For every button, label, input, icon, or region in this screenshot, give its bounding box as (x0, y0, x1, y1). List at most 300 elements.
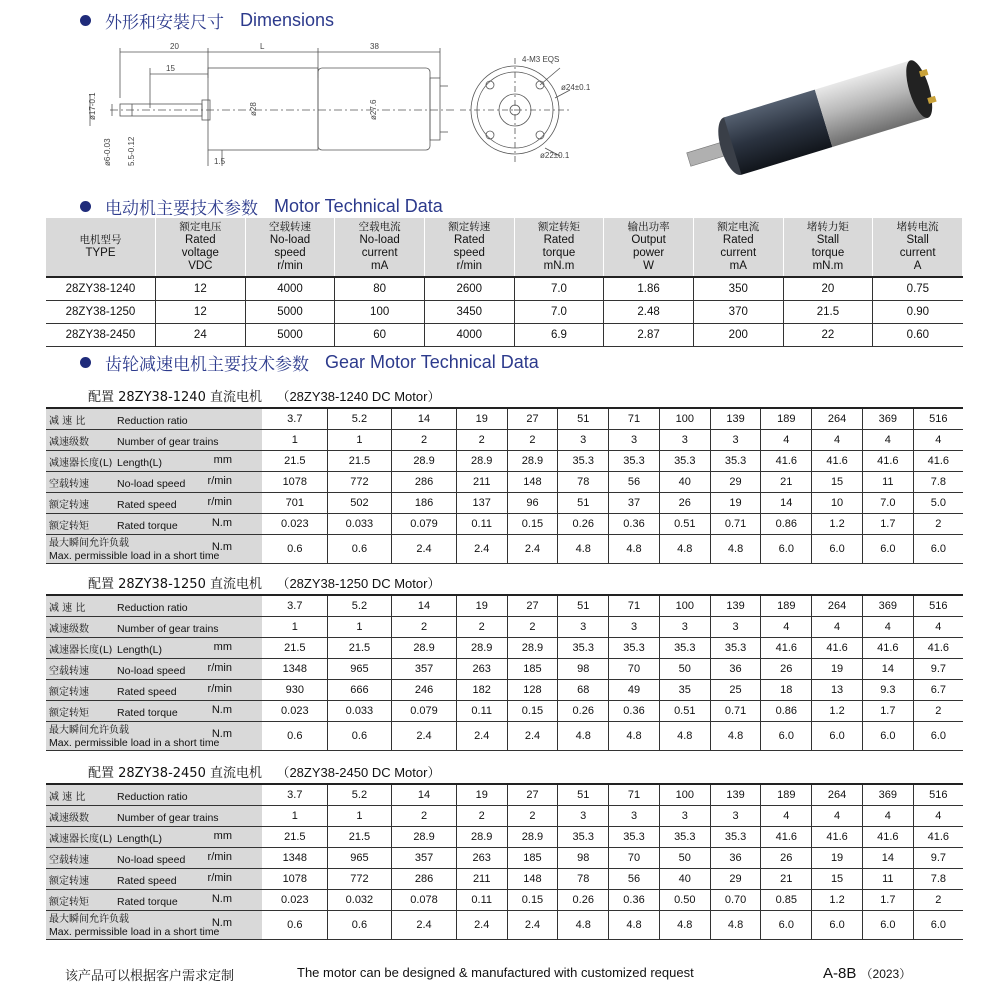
table-cell: 51 (558, 493, 609, 514)
table-cell: 286 (392, 472, 457, 493)
table-cell: 0.6 (263, 535, 328, 564)
table-cell: 2.4 (507, 722, 558, 751)
table-cell: 14 (862, 659, 913, 680)
table-cell: 35.3 (659, 638, 710, 659)
table-cell: 21 (761, 869, 812, 890)
table-cell: 41.6 (812, 451, 863, 472)
table-cell: 2 (507, 617, 558, 638)
row-label-en: Length(L) (117, 832, 162, 845)
table-cell: 2.4 (507, 911, 558, 940)
row-label-unit: r/min (207, 872, 232, 884)
table-cell: 19 (456, 595, 507, 617)
table-row (46, 301, 963, 324)
table-cell: 100 (335, 301, 425, 324)
table-cell: 369 (862, 408, 913, 430)
table-cell: 36 (710, 848, 761, 869)
dim-38: 38 (370, 42, 379, 51)
motor-type-cell: 28ZY38-1240 (46, 277, 156, 301)
gear-table-1250 (46, 594, 963, 751)
table-cell: 128 (507, 680, 558, 701)
table-cell: 11 (862, 472, 913, 493)
table-cell: 6.0 (812, 535, 863, 564)
row-label-zh: 最大瞬间允许负载 (49, 724, 129, 736)
table-cell: 1 (327, 430, 392, 451)
table-row (46, 514, 963, 535)
table-cell: 98 (558, 659, 609, 680)
table-cell: 1348 (263, 848, 328, 869)
table-cell: 41.6 (761, 827, 812, 848)
row-label (46, 806, 263, 827)
table-cell: 26 (761, 848, 812, 869)
table-cell: 0.70 (710, 890, 761, 911)
table-cell: 100 (659, 595, 710, 617)
table-row (46, 472, 963, 493)
row-label-zh: 最大瞬间允许负载 (49, 537, 129, 549)
table-cell: 0.033 (327, 701, 392, 722)
row-label-unit: r/min (207, 496, 232, 508)
table-cell: 357 (392, 659, 457, 680)
table-cell: 0.26 (558, 890, 609, 911)
table-cell: 4 (812, 430, 863, 451)
table-cell: 286 (392, 869, 457, 890)
dim-L: L (260, 42, 265, 51)
table-cell: 0.71 (710, 514, 761, 535)
table-cell: 2.87 (604, 324, 694, 347)
row-label-en: Number of gear trains (117, 435, 219, 448)
row-label-unit: N.m (211, 728, 232, 740)
table-cell: 4.8 (710, 535, 761, 564)
gear-table-2450 (46, 783, 963, 940)
table-cell: 2.4 (392, 911, 457, 940)
bullet-icon (80, 15, 91, 26)
table-cell: 21.5 (263, 638, 328, 659)
section-title-zh: 外形和安裝尺寸 (105, 12, 224, 33)
table-cell: 2 (507, 430, 558, 451)
table-cell: 6.0 (862, 911, 913, 940)
table-cell: 701 (263, 493, 328, 514)
row-label-zh: 空载转速 (49, 854, 89, 866)
dim-phi6: ø6-0.03 (103, 138, 112, 166)
row-label (46, 408, 263, 430)
table-cell: 1.7 (862, 701, 913, 722)
table-cell: 4.8 (659, 911, 710, 940)
table-cell: 28.9 (456, 638, 507, 659)
table-cell: 516 (913, 784, 963, 806)
row-label-en: Reduction ratio (117, 601, 188, 614)
table-cell: 20 (783, 277, 873, 301)
table-cell: 0.60 (873, 324, 963, 347)
row-label-en: Rated speed (117, 498, 177, 511)
table-cell: 27 (507, 595, 558, 617)
dim-phi27-6: ø27.6 (369, 99, 378, 120)
table-row (46, 722, 963, 751)
table-cell: 0.6 (327, 911, 392, 940)
table-cell: 2 (913, 514, 963, 535)
table-cell: 182 (456, 680, 507, 701)
table-cell: 263 (456, 848, 507, 869)
table-cell: 4.8 (659, 722, 710, 751)
table-row (46, 701, 963, 722)
table-cell: 2 (507, 806, 558, 827)
header-rated-current: 额定电流 Rated current mA (693, 218, 783, 277)
header-rated-speed: 额定转速 Rated speed r/min (424, 218, 514, 277)
table-cell: 7.0 (514, 301, 604, 324)
table-cell: 2 (456, 617, 507, 638)
table-cell: 19 (710, 493, 761, 514)
table-cell: 4.8 (558, 722, 609, 751)
row-label-unit: r/min (207, 662, 232, 674)
table-cell: 0.079 (392, 514, 457, 535)
row-label-zh: 减速器长度(L) (49, 833, 113, 845)
table-cell: 357 (392, 848, 457, 869)
motor-table-header (46, 218, 963, 277)
table-cell: 7.8 (913, 869, 963, 890)
dimension-drawings (0, 38, 1000, 188)
table-cell: 21.5 (783, 301, 873, 324)
table-cell: 369 (862, 784, 913, 806)
bullet-icon (80, 201, 91, 212)
table-cell: 41.6 (913, 638, 963, 659)
row-label-en: No-load speed (117, 853, 186, 866)
table-cell: 21.5 (327, 827, 392, 848)
table-cell: 19 (456, 784, 507, 806)
table-cell: 0.6 (327, 535, 392, 564)
table-cell: 3 (710, 617, 761, 638)
table-cell: 36 (710, 659, 761, 680)
table-cell: 35 (659, 680, 710, 701)
table-cell: 0.26 (558, 701, 609, 722)
table-cell: 3 (609, 617, 660, 638)
table-cell: 4 (913, 617, 963, 638)
section-dimensions-heading (80, 9, 334, 31)
dim-phi24: ø24±0.1 (561, 83, 591, 92)
table-cell: 50 (659, 659, 710, 680)
table-cell: 14 (392, 408, 457, 430)
table-cell: 0.26 (558, 514, 609, 535)
table-cell: 4 (913, 430, 963, 451)
table-cell: 3 (659, 806, 710, 827)
table-cell: 148 (507, 869, 558, 890)
table-cell: 21.5 (327, 451, 392, 472)
table-cell: 4 (913, 806, 963, 827)
table-row (46, 869, 963, 890)
table-cell: 5.2 (327, 408, 392, 430)
table-cell: 28.9 (507, 451, 558, 472)
gear-config-caption-2450: 配置 28ZY38-2450 直流电机 （28ZY38-2450 DC Motor） (88, 765, 441, 781)
table-cell: 6.0 (913, 535, 963, 564)
table-cell: 3.7 (263, 408, 328, 430)
row-label (46, 848, 263, 869)
table-cell: 6.7 (913, 680, 963, 701)
footer-note-zh: 该产品可以根据客户需求定制 (65, 969, 235, 984)
table-cell: 369 (862, 595, 913, 617)
table-cell: 41.6 (862, 451, 913, 472)
table-cell: 35.3 (609, 451, 660, 472)
row-label (46, 869, 263, 890)
table-cell: 264 (812, 595, 863, 617)
table-cell: 1 (263, 430, 328, 451)
table-cell: 5.0 (913, 493, 963, 514)
table-cell: 40 (659, 869, 710, 890)
table-cell: 185 (507, 659, 558, 680)
table-cell: 4.8 (558, 535, 609, 564)
table-cell: 2 (913, 701, 963, 722)
table-row (46, 617, 963, 638)
table-cell: 3 (609, 806, 660, 827)
table-cell: 3 (558, 430, 609, 451)
row-label-en: Max. permissible load in a short time (49, 925, 220, 938)
row-label-en: Rated torque (117, 895, 178, 908)
table-cell: 4000 (424, 324, 514, 347)
table-cell: 28.9 (456, 451, 507, 472)
table-cell: 28.9 (507, 638, 558, 659)
dim-5-5: 5.5-0.12 (127, 136, 136, 166)
table-row (46, 535, 963, 564)
table-cell: 6.0 (812, 911, 863, 940)
table-row (46, 595, 963, 617)
header-stall-torque: 堵转力矩 Stall torque mN.m (783, 218, 873, 277)
table-cell: 56 (609, 472, 660, 493)
section-title-en: Motor Technical Data (274, 195, 443, 216)
row-label-en: Length(L) (117, 643, 162, 656)
table-cell: 71 (609, 784, 660, 806)
row-label-unit: mm (213, 830, 232, 842)
table-cell: 2.4 (507, 535, 558, 564)
table-cell: 4.8 (558, 911, 609, 940)
table-cell: 139 (710, 408, 761, 430)
table-cell: 41.6 (761, 638, 812, 659)
gear-table-1240 (46, 407, 963, 564)
table-cell: 22 (783, 324, 873, 347)
table-cell: 6.0 (913, 911, 963, 940)
table-cell: 6.0 (761, 911, 812, 940)
table-cell: 0.023 (263, 514, 328, 535)
table-cell: 35.3 (558, 827, 609, 848)
table-cell: 0.36 (609, 514, 660, 535)
table-cell: 4.8 (609, 911, 660, 940)
row-label-zh: 额定转速 (49, 686, 89, 698)
row-label-en: Length(L) (117, 456, 162, 469)
header-noload-speed: 空载转速 No-load speed r/min (245, 218, 335, 277)
table-cell: 1.86 (604, 277, 694, 301)
table-cell: 2 (456, 806, 507, 827)
table-cell: 96 (507, 493, 558, 514)
table-cell: 5.2 (327, 595, 392, 617)
row-label (46, 472, 263, 493)
row-label (46, 451, 263, 472)
table-cell: 4.8 (710, 722, 761, 751)
row-label-en: Max. permissible load in a short time (49, 736, 220, 749)
dim-20: 20 (170, 42, 179, 51)
table-cell: 19 (456, 408, 507, 430)
table-cell: 18 (761, 680, 812, 701)
table-cell: 100 (659, 784, 710, 806)
table-cell: 0.51 (659, 701, 710, 722)
row-label-en: Rated torque (117, 706, 178, 719)
row-label-zh: 减速级数 (49, 812, 89, 824)
table-cell: 24 (156, 324, 246, 347)
table-cell: 1 (327, 806, 392, 827)
table-cell: 3450 (424, 301, 514, 324)
section-motor-heading (80, 195, 443, 217)
table-cell: 4 (862, 430, 913, 451)
table-cell: 516 (913, 595, 963, 617)
table-cell: 14 (392, 595, 457, 617)
table-cell: 71 (609, 595, 660, 617)
section-title-en: Gear Motor Technical Data (325, 351, 539, 372)
table-cell: 41.6 (913, 451, 963, 472)
table-cell: 41.6 (862, 827, 913, 848)
table-cell: 2.4 (392, 535, 457, 564)
table-cell: 100 (659, 408, 710, 430)
table-cell: 4 (761, 430, 812, 451)
row-label (46, 890, 263, 911)
row-label-en: Number of gear trains (117, 622, 219, 635)
table-cell: 4.8 (710, 911, 761, 940)
table-cell: 56 (609, 869, 660, 890)
table-cell: 6.0 (761, 535, 812, 564)
row-label-unit: N.m (211, 704, 232, 716)
table-cell: 28.9 (392, 451, 457, 472)
table-cell: 60 (335, 324, 425, 347)
table-cell: 0.6 (327, 722, 392, 751)
table-cell: 35.3 (659, 827, 710, 848)
table-cell: 2 (913, 890, 963, 911)
side-view-drawing (90, 48, 455, 166)
table-row (46, 430, 963, 451)
table-row (46, 493, 963, 514)
table-cell: 5.2 (327, 784, 392, 806)
table-cell: 772 (327, 472, 392, 493)
table-cell: 502 (327, 493, 392, 514)
table-cell: 4.8 (609, 535, 660, 564)
row-label-unit: r/min (207, 475, 232, 487)
motor-technical-data-table (46, 218, 963, 347)
section-title-zh: 电动机主要技术参数 (105, 198, 258, 219)
table-cell: 148 (507, 472, 558, 493)
table-cell: 0.36 (609, 890, 660, 911)
row-label-en: No-load speed (117, 477, 186, 490)
table-cell: 51 (558, 595, 609, 617)
row-label (46, 430, 263, 451)
table-cell: 2 (456, 430, 507, 451)
table-cell: 37 (609, 493, 660, 514)
table-cell: 965 (327, 848, 392, 869)
table-cell: 1 (263, 806, 328, 827)
table-row (46, 680, 963, 701)
table-cell: 1348 (263, 659, 328, 680)
table-cell: 41.6 (761, 451, 812, 472)
table-cell: 1.7 (862, 514, 913, 535)
row-label-en: Reduction ratio (117, 414, 188, 427)
table-row (46, 324, 963, 347)
table-cell: 3 (558, 617, 609, 638)
table-cell: 14 (862, 848, 913, 869)
header-noload-current: 空载电流 No-load current mA (335, 218, 425, 277)
table-cell: 3 (609, 430, 660, 451)
table-cell: 5000 (245, 324, 335, 347)
table-cell: 211 (456, 869, 507, 890)
row-label-zh: 额定转速 (49, 875, 89, 887)
header-output-power: 输出功率 Output power W (604, 218, 694, 277)
table-cell: 2.4 (456, 535, 507, 564)
table-cell: 4 (812, 617, 863, 638)
footer (65, 965, 945, 983)
table-cell: 137 (456, 493, 507, 514)
row-label-unit: N.m (211, 917, 232, 929)
table-cell: 4 (862, 617, 913, 638)
table-cell: 1.2 (812, 890, 863, 911)
table-cell: 21.5 (327, 638, 392, 659)
table-cell: 29 (710, 869, 761, 890)
table-cell: 186 (392, 493, 457, 514)
dim-phi22: ø22±0.1 (540, 151, 570, 160)
row-label-en: Rated torque (117, 519, 178, 532)
row-label (46, 784, 263, 806)
table-cell: 6.9 (514, 324, 604, 347)
table-cell: 35.3 (710, 638, 761, 659)
table-row (46, 451, 963, 472)
row-label (46, 514, 263, 535)
table-row (46, 659, 963, 680)
table-cell: 51 (558, 784, 609, 806)
table-cell: 14 (761, 493, 812, 514)
row-label (46, 680, 263, 701)
table-cell: 1.7 (862, 890, 913, 911)
table-row (46, 911, 963, 940)
table-cell: 9.7 (913, 659, 963, 680)
table-cell: 2.48 (604, 301, 694, 324)
table-cell: 0.71 (710, 701, 761, 722)
table-cell: 0.86 (761, 701, 812, 722)
row-label-en: No-load speed (117, 664, 186, 677)
footer-note-en: The motor can be designed & manufactured with customized request (297, 965, 694, 980)
table-cell: 0.078 (392, 890, 457, 911)
table-cell: 5000 (245, 301, 335, 324)
dim-phi28: ø28 (249, 102, 258, 116)
table-cell: 4.8 (659, 535, 710, 564)
table-cell: 27 (507, 408, 558, 430)
table-cell: 6.0 (913, 722, 963, 751)
table-cell: 0.079 (392, 701, 457, 722)
table-cell: 0.11 (456, 514, 507, 535)
row-label (46, 535, 263, 564)
dim-screws: 4-M3 EQS (522, 55, 560, 64)
table-cell: 26 (659, 493, 710, 514)
row-label-zh: 空载转速 (49, 478, 89, 490)
table-cell: 28.9 (392, 638, 457, 659)
table-row (46, 827, 963, 848)
table-cell: 71 (609, 408, 660, 430)
table-cell: 930 (263, 680, 328, 701)
table-cell: 3 (710, 806, 761, 827)
table-cell: 0.15 (507, 701, 558, 722)
table-cell: 10 (812, 493, 863, 514)
row-label-zh: 额定转矩 (49, 707, 89, 719)
table-cell: 0.75 (873, 277, 963, 301)
table-cell: 0.11 (456, 701, 507, 722)
table-cell: 35.3 (558, 451, 609, 472)
table-cell: 0.033 (327, 514, 392, 535)
table-cell: 40 (659, 472, 710, 493)
row-label-zh: 额定转矩 (49, 896, 89, 908)
row-label (46, 638, 263, 659)
table-cell: 19 (812, 848, 863, 869)
table-cell: 28.9 (392, 827, 457, 848)
table-cell: 2 (392, 430, 457, 451)
table-cell: 80 (335, 277, 425, 301)
table-cell: 26 (761, 659, 812, 680)
